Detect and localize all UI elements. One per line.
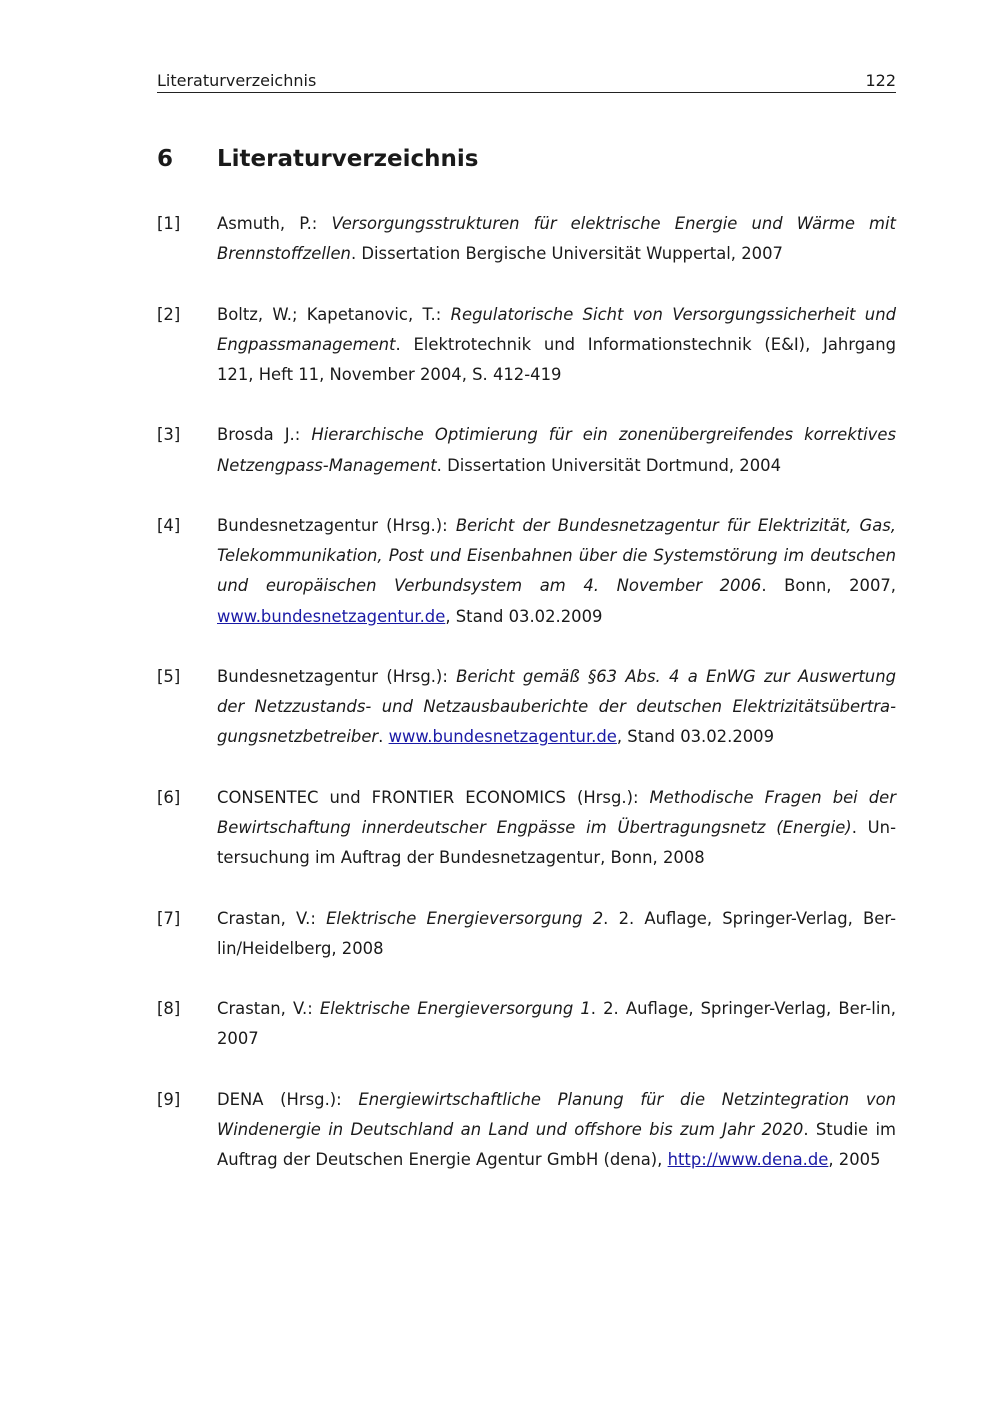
reference-author: Crastan, V.: <box>217 999 320 1019</box>
reference-tag: [4] <box>157 515 181 535</box>
reference-body <box>217 300 896 391</box>
reference-item <box>157 1085 896 1176</box>
reference-link[interactable]: http://www.dena.de <box>667 1150 829 1170</box>
reference-item <box>157 662 896 753</box>
reference-author: Crastan, V.: <box>217 908 327 928</box>
reference-list <box>157 209 896 1206</box>
reference-item <box>157 904 896 964</box>
reference-title: Elektrische Energieversorgung 1 <box>319 999 591 1019</box>
reference-details: . Studie im Auftrag der Deutschen Energie Agentur GmbH (dena), <box>217 1119 896 1170</box>
reference-tag: [3] <box>157 425 181 445</box>
reference-link[interactable]: www.bundesnetzagentur.de <box>217 606 446 626</box>
chapter-number: 6 <box>157 146 174 172</box>
reference-title: Hierarchische Optimierung für ein zonenübergreifendes korrektives Netzengpass-Management <box>217 425 896 475</box>
reference-details: . 2. Auflage, Springer-Verlag, Ber-lin/Heidelberg, 2008 <box>217 908 896 958</box>
reference-item <box>157 783 896 874</box>
reference-details: . Bonn, 2007, <box>761 576 897 596</box>
reference-title: Elektrische Energieversorgung 2 <box>326 908 604 928</box>
reference-details: . Un-tersuchung im Auftrag der Bundesnetzagentur, Bonn, 2008 <box>217 817 896 868</box>
reference-details: . Dissertation Bergische Universität Wuppertal, 2007 <box>350 244 783 264</box>
reference-title: Bericht gemäß §63 Abs. 4 a EnWG zur Auswertung der Netzzustands- und Netzausbauberichte der deutschen Elektrizitätsübertra-gungsnetzbetreiber <box>217 666 896 747</box>
reference-item <box>157 300 896 391</box>
reference-author: CONSENTEC und FRONTIER ECONOMICS (Hrsg.): <box>217 787 650 807</box>
chapter-title: Literaturverzeichnis <box>217 146 479 172</box>
reference-title: Bericht der Bundesnetzagentur für Elektrizität, Gas, Telekommunikation, Post und Eisenbahnen über die Systemstörung im deutschen und europäischen Verbundsystem am 4. November 2006 <box>217 515 896 596</box>
running-header <box>157 70 896 93</box>
reference-tag: [6] <box>157 787 181 807</box>
page-number: 122 <box>865 71 896 90</box>
running-title: Literaturverzeichnis <box>157 71 317 90</box>
reference-details: . Elektrotechnik und Informationstechnik (E&I), Jahrgang 121, Heft 11, November 2004, S. 412-419 <box>217 334 896 384</box>
reference-item <box>157 994 896 1054</box>
reference-tag: [5] <box>157 666 181 686</box>
reference-tag: [7] <box>157 908 181 928</box>
reference-title: Regulatorische Sicht von Versorgungssicherheit und Engpassmanagement <box>217 304 896 354</box>
reference-body <box>217 904 896 964</box>
reference-author: Bundesnetzagentur (Hrsg.): <box>217 515 456 535</box>
reference-item <box>157 420 896 480</box>
reference-body <box>217 209 896 269</box>
reference-title: Versorgungsstrukturen für elektrische Energie und Wärme mit Brennstoffzellen <box>217 214 896 264</box>
reference-link[interactable]: www.bundesnetzagentur.de <box>388 727 617 747</box>
reference-body <box>217 1085 896 1176</box>
reference-tag: [2] <box>157 304 181 324</box>
reference-body <box>217 420 896 480</box>
reference-details: . 2. Auflage, Springer-Verlag, Ber-lin, 2007 <box>217 999 896 1049</box>
reference-tag: [9] <box>157 1089 181 1109</box>
reference-author: Brosda J.: <box>217 425 312 445</box>
reference-author: Bundesnetzagentur (Hrsg.): <box>217 666 457 686</box>
reference-item <box>157 511 896 632</box>
reference-tag: [1] <box>157 214 181 233</box>
reference-title: Energiewirtschaftliche Planung für die Netzintegration von Windenergie in Deutschland an Land und offshore bis zum Jahr 2020 <box>217 1089 896 1139</box>
reference-author: Asmuth, P.: <box>217 214 332 233</box>
chapter-heading <box>157 143 896 175</box>
reference-tag: [8] <box>157 999 181 1019</box>
reference-body <box>217 662 896 753</box>
reference-body <box>217 783 896 874</box>
reference-body <box>217 994 896 1054</box>
reference-title: Methodische Fragen bei der Bewirtschaftung innerdeutscher Engpässe im Übertragungsnetz (Energie) <box>217 787 896 837</box>
reference-item <box>157 209 896 269</box>
reference-details: . Dissertation Universität Dortmund, 2004 <box>436 455 782 475</box>
reference-body <box>217 511 896 632</box>
reference-author: Boltz, W.; Kapetanovic, T.: <box>217 304 451 324</box>
reference-tail: , Stand 03.02.2009 <box>616 727 775 747</box>
reference-tail: , Stand 03.02.2009 <box>445 606 603 626</box>
reference-tail: , 2005 <box>828 1150 881 1170</box>
reference-author: DENA (Hrsg.): <box>217 1089 359 1109</box>
reference-details: . <box>378 727 389 747</box>
